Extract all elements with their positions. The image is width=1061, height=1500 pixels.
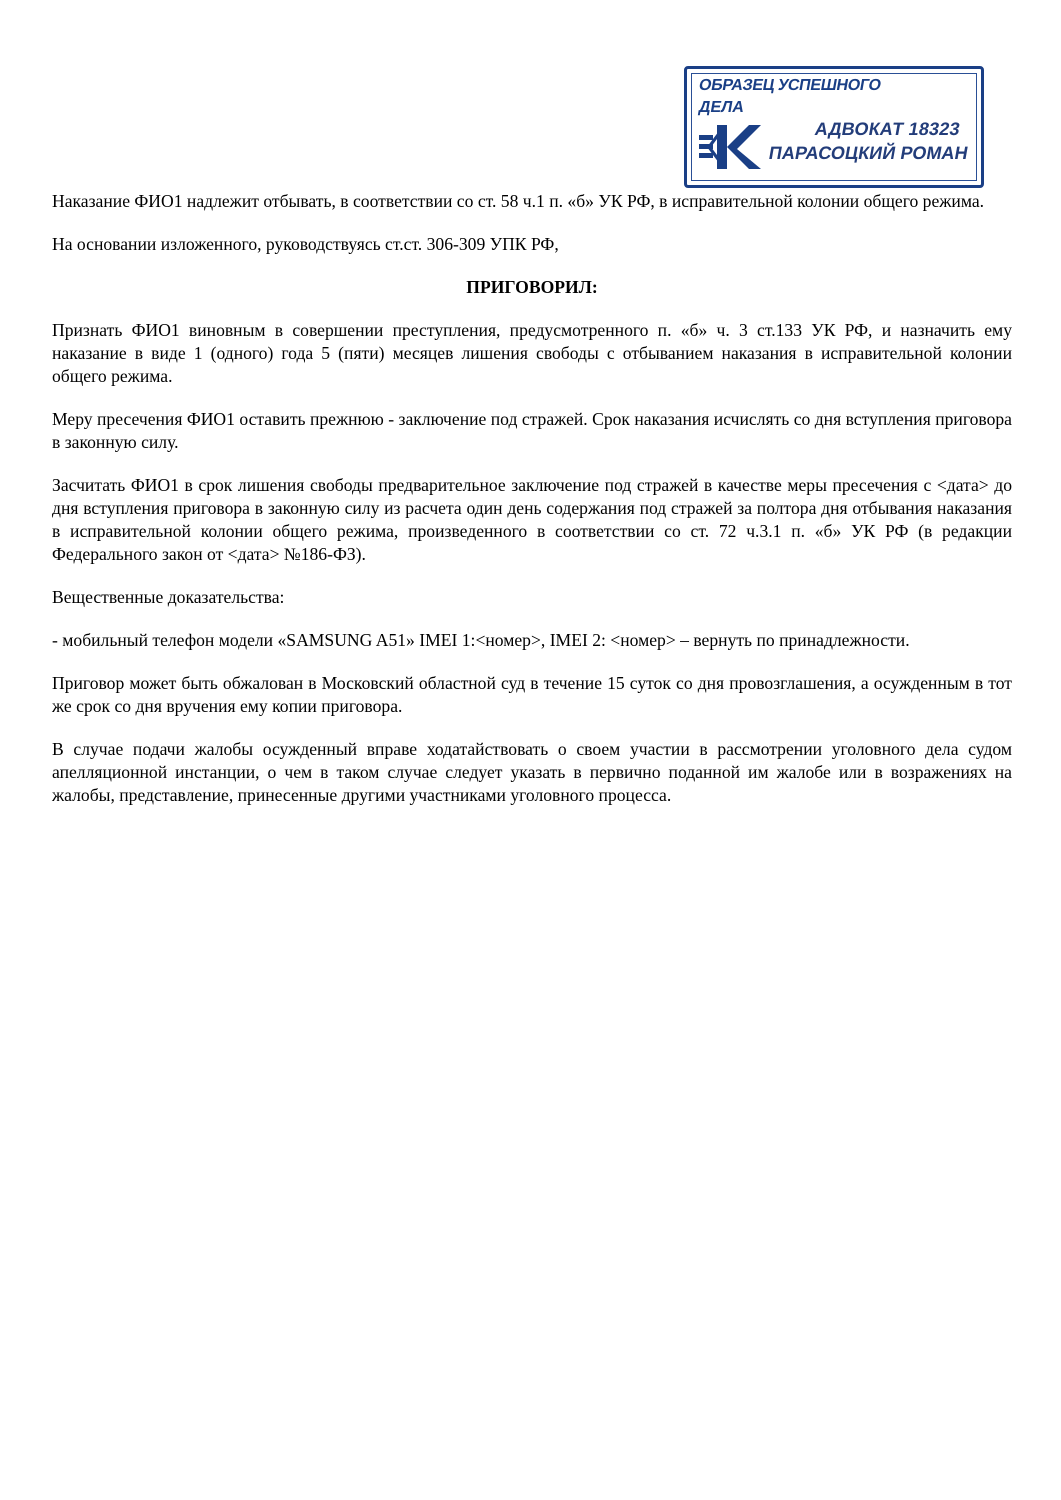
stamp-title-line1: ОБРАЗЕЦ УСПЕШНОГО bbox=[697, 77, 883, 94]
advocate-stamp bbox=[684, 66, 984, 188]
stamp-advocate-number: АДВОКАТ 18323 bbox=[813, 119, 962, 139]
verdict-document bbox=[52, 190, 1012, 827]
paragraph-punishment-regime: Наказание ФИО1 надлежит отбывать, в соответствии со ст. 58 ч.1 п. «б» УК РФ, в исправительной колонии общего режима. bbox=[52, 191, 985, 211]
section-heading-verdict: ПРИГОВОРИЛ: bbox=[466, 277, 598, 297]
paragraph-evidence-heading: Вещественные доказательства: bbox=[52, 587, 285, 607]
paragraph-evidence-item: - мобильный телефон модели «SAMSUNG A51» IMEI 1:<номер>, IMEI 2: <номер> – вернуть по принадлежности. bbox=[52, 630, 910, 650]
paragraph-preventive-measure: Меру пресечения ФИО1 оставить прежнюю - заключение под стражей. Срок наказания исчислять со дня вступления приговора в законную силу. bbox=[52, 409, 1012, 452]
paragraph-appeal: Приговор может быть обжалован в Московский областной суд в течение 15 суток со дня провозглашения, а осужденным в тот же срок со дня вручения ему копии приговора. bbox=[52, 673, 1012, 716]
law-firm-logo-icon bbox=[697, 121, 767, 173]
paragraph-appeal-participation: В случае подачи жалобы осужденный вправе ходатайствовать о своем участии в рассмотрении уголовного дела судом апелляционной инстанции, о чем в таком случае следует указать в первично поданной им жалобе или в возражениях на жалобы, представление, принесенные другими участниками уголовного процесса. bbox=[52, 739, 1012, 805]
stamp-title-line2: ДЕЛА bbox=[697, 99, 746, 116]
paragraph-credit-detention: Засчитать ФИО1 в срок лишения свободы предварительное заключение под стражей в качестве меры пресечения с <дата> до дня вступления приговора в законную силу из расчета один день содержания под стражей за полтора дня отбывания наказания в исправительной колонии общего режима, произведенного в соответствии со ст. 72 ч.3.1 п. «б» УК РФ (в редакции Федерального закон от <дата> №186-ФЗ). bbox=[52, 475, 1012, 564]
paragraph-guilty-sentence: Признать ФИО1 виновным в совершении преступления, предусмотренного п. «б» ч. 3 ст.133 УК РФ, и назначить ему наказание в виде 1 (одного) года 5 (пяти) месяцев лишения свободы с отбыванием наказания в исправительной колонии общего режима. bbox=[52, 320, 1012, 386]
paragraph-legal-basis: На основании изложенного, руководствуясь ст.ст. 306-309 УПК РФ, bbox=[52, 234, 559, 254]
stamp-advocate-name: ПАРАСОЦКИЙ РОМАН bbox=[767, 143, 970, 163]
